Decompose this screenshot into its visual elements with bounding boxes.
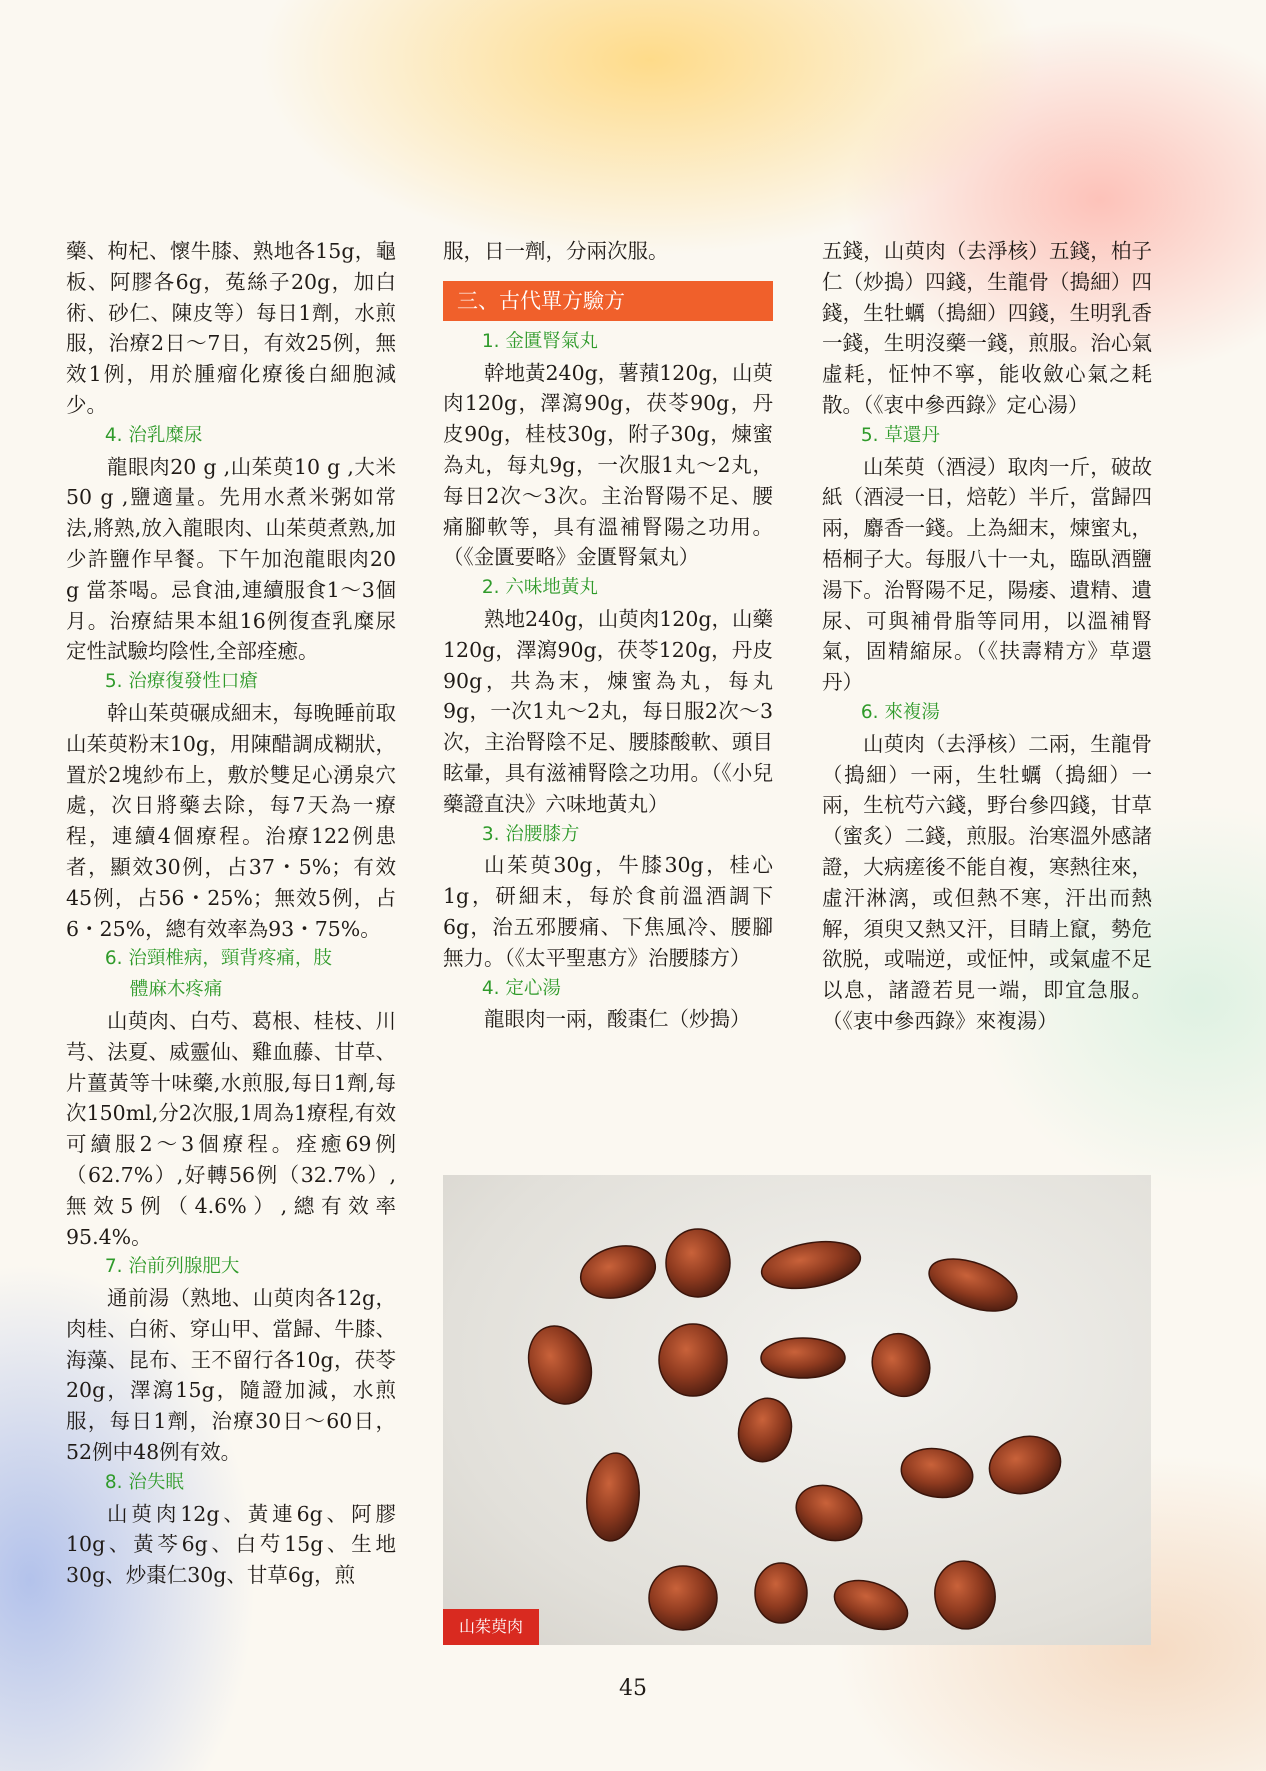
paragraph: 幹山茱萸碾成細末，每晚睡前取山茱萸粉末10g，用陳醋調成糊狀，置於2塊紗布上，敷於雙足心湧泉穴處，次日將藥去除，每7天為一療程，連續4個療程。治療122例患者，顯效30例，占37・5%；有效45例，占56・25%；無效5例，占6・25%，總有效率為93・75%。 xyxy=(66,700,396,941)
heading-item-4: 4. 治乳糜尿 xyxy=(104,424,203,446)
column-3 xyxy=(822,236,1152,1037)
heading-item-6 xyxy=(66,944,396,1006)
cornus-fruit-photo xyxy=(443,1175,1151,1645)
heading-item-7: 7. 治前列腺肥大 xyxy=(104,1256,240,1278)
heading-line-1: 6. 治頸椎病，頸背疼痛，肢 xyxy=(104,948,332,970)
paragraph: 山萸肉、白芍、葛根、桂枝、川芎、法夏、威靈仙、雞血藤、甘草、片薑黃等十味藥,水煎服,每日1劑,每次150ml,分2次服,1周為1療程,有效可續服2～3個療程。痊癒69例（62.7%）,好轉56例（32.7%）,無效5例（4.6%）,總有效率95.4%。 xyxy=(66,1008,396,1249)
paragraph: 龍眼肉20 g ,山茱萸10 g ,大米50 g ,鹽適量。先用水煮米粥如常法,將熟,放入龍眼肉、山茱萸煮熟,加少許鹽作早餐。下午加泡龍眼肉20 g 當茶喝。忌食油,連續服食1～3個月。治療結果本組16例復查乳糜尿定性試驗均陰性,全部痊癒。 xyxy=(66,454,396,664)
column-1 xyxy=(66,236,396,1591)
paragraph: 服，日一劑，分兩次服。 xyxy=(443,239,669,263)
heading-item-3: 3. 治腰膝方 xyxy=(481,823,580,845)
paragraph: 五錢，山萸肉（去淨核）五錢，柏子仁（炒搗）四錢，生龍骨（搗細）四錢，生牡蠣（搗細）四錢，生明乳香一錢，生明沒藥一錢，煎服。治心氣虛耗，怔忡不寧，能收斂心氣之耗散。（《衷中參西錄》定心湯） xyxy=(822,239,1152,417)
heading-item-4: 4. 定心湯 xyxy=(481,977,561,999)
column-2 xyxy=(443,236,773,1035)
paragraph: 山茱萸（酒浸）取肉一斤，破故紙（酒浸一日，焙乾）半斤，當歸四兩，麝香一錢。上為細末，煉蜜丸，梧桐子大。每服八十一丸，臨臥酒鹽湯下。治腎陽不足，陽痿、遺精、遺尿、可與補骨脂等同用，以溫補腎氣，固精縮尿。（《扶壽精方》草還丹） xyxy=(822,454,1152,695)
heading-item-6: 6. 來複湯 xyxy=(860,701,940,723)
paragraph: 山萸肉12g、黃連6g、阿膠10g、黃芩6g、白芍15g、生地30g、炒棗仁30g、甘草6g，煎 xyxy=(66,1501,396,1588)
paragraph: 山萸肉（去淨核）二兩，生龍骨（搗細）一兩，生牡蠣（搗細）一兩，生杭芍六錢，野台參四錢，甘草（蜜炙）二錢，煎服。治寒溫外感諸證，大病瘥後不能自複，寒熱往來，虛汗淋漓，或但熱不寒，汗出而熱解，須臾又熱又汗，目睛上竄，勢危欲脱，或喘逆，或怔忡，或氣虛不足以息，諸證若見一端，即宜急服。（《衷中參西錄》來複湯） xyxy=(822,731,1152,1033)
paragraph: 幹地黃240g，薯蕷120g，山萸肉120g，澤瀉90g，茯苓90g，丹皮90g，桂枝30g，附子30g，煉蜜為丸，每丸9g，一次服1丸～2丸，每日2次～3次。主治腎陽不足、腰痛腳軟等，具有溫補腎陽之功用。（《金匱要略》金匱腎氣丸） xyxy=(443,360,774,570)
page-number: 45 xyxy=(619,1676,647,1701)
paragraph: 通前湯（熟地、山萸肉各12g，肉桂、白術、穿山甲、當歸、牛膝、海藻、昆布、王不留行各10g，茯苓20g，澤瀉15g，隨證加減，水煎服，每日1劑，治療30日～60日，52例中48例有效。 xyxy=(66,1286,396,1465)
heading-item-5: 5. 治療復發性口瘡 xyxy=(104,671,258,693)
dried-fruit-illustration xyxy=(443,1175,1151,1645)
section-heading: 三、古代單方驗方 xyxy=(443,281,773,321)
photo-caption: 山茱萸肉 xyxy=(443,1609,539,1645)
heading-item-8: 8. 治失眠 xyxy=(104,1471,184,1493)
heading-item-1: 1. 金匱腎氣丸 xyxy=(481,330,598,352)
heading-line-2: 體麻木疼痛 xyxy=(129,979,223,1001)
paragraph: 山茱萸30g，牛膝30g，桂心1g，研細末，每於食前溫酒調下6g，治五邪腰痛、下焦風冷、腰腳無力。（《太平聖惠方》治腰膝方） xyxy=(443,853,773,970)
paragraph: 熟地240g，山萸肉120g，山藥120g，澤瀉90g，茯苓120g，丹皮90g，共為末，煉蜜為丸，每丸9g，一次1丸～2丸，每日服2次～3次，主治腎陰不足、腰膝酸軟、頭目眩暈，具有滋補腎陰之功用。（《小兒藥證直決》六味地黃丸） xyxy=(443,606,774,816)
paragraph: 龍眼肉一兩，酸棗仁（炒搗） xyxy=(484,1007,751,1032)
heading-item-2: 2. 六味地黃丸 xyxy=(481,577,598,599)
heading-item-5: 5. 草還丹 xyxy=(860,424,940,446)
paragraph: 藥、枸杞、懷牛膝、熟地各15g，龜板、阿膠各6g，菟絲子20g，加白術、砂仁、陳皮等）每日1劑，水煎服，治療2日～7日，有效25例，無效1例，用於腫瘤化療後白細胞減少。 xyxy=(66,239,396,417)
